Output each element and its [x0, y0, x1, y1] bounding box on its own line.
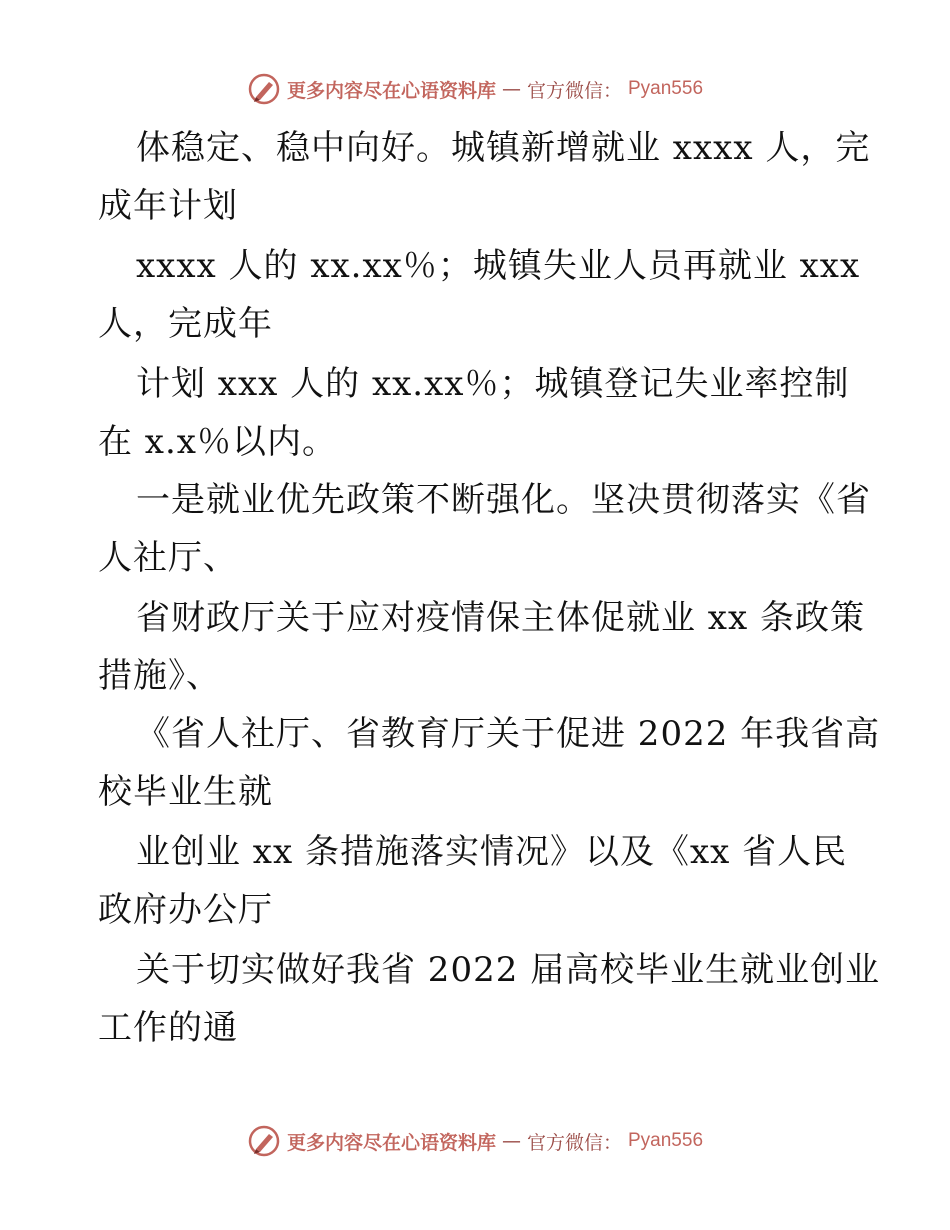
watermark-sub-text: 官方微信： [526, 1131, 622, 1154]
watermark-id-text: Pyan556 [628, 1130, 704, 1151]
text-line: 校毕业生就 [98, 772, 273, 812]
text-line: 人，完成年 [98, 304, 273, 344]
text-line: 业创业 xx 条措施落实情况》以及《xx 省人民 [136, 832, 848, 872]
text-line: 《省人社厅、省教育厅关于促进 2022 年我省高 [136, 714, 881, 754]
text-line: xxxx 人的 xx.xx％；城镇失业人员再就业 xxx [136, 246, 861, 286]
text-line: 在 x.x％以内。 [98, 422, 337, 462]
text-line: 政府办公厅 [98, 890, 273, 930]
header-watermark [0, 72, 950, 106]
watermark-sub-text: 官方微信： [526, 79, 622, 102]
pen-logo-icon [247, 1124, 281, 1158]
text-line: 省财政厅关于应对疫情保主体促就业 xx 条政策 [136, 598, 865, 638]
watermark-main-text: 更多内容尽在心语资料库 [286, 79, 496, 102]
text-line: 人社厅、 [98, 538, 238, 578]
pen-logo-icon [247, 72, 281, 106]
watermark-id-text: Pyan556 [628, 78, 704, 99]
watermark-main-text: 更多内容尽在心语资料库 [286, 1131, 496, 1154]
watermark-dash: — [501, 78, 521, 100]
text-line: 一是就业优先政策不断强化。坚决贯彻落实《省 [136, 480, 871, 520]
text-line: 措施》、 [98, 656, 221, 696]
text-line: 计划 xxx 人的 xx.xx％；城镇登记失业率控制 [136, 364, 850, 404]
watermark-dash: — [501, 1130, 521, 1152]
text-line: 工作的通 [98, 1008, 238, 1048]
footer-watermark [0, 1124, 950, 1158]
text-line: 体稳定、稳中向好。城镇新增就业 xxxx 人，完 [136, 128, 871, 168]
text-line: 成年计划 [98, 186, 238, 226]
text-line: 关于切实做好我省 2022 届高校毕业生就业创业 [136, 950, 881, 990]
